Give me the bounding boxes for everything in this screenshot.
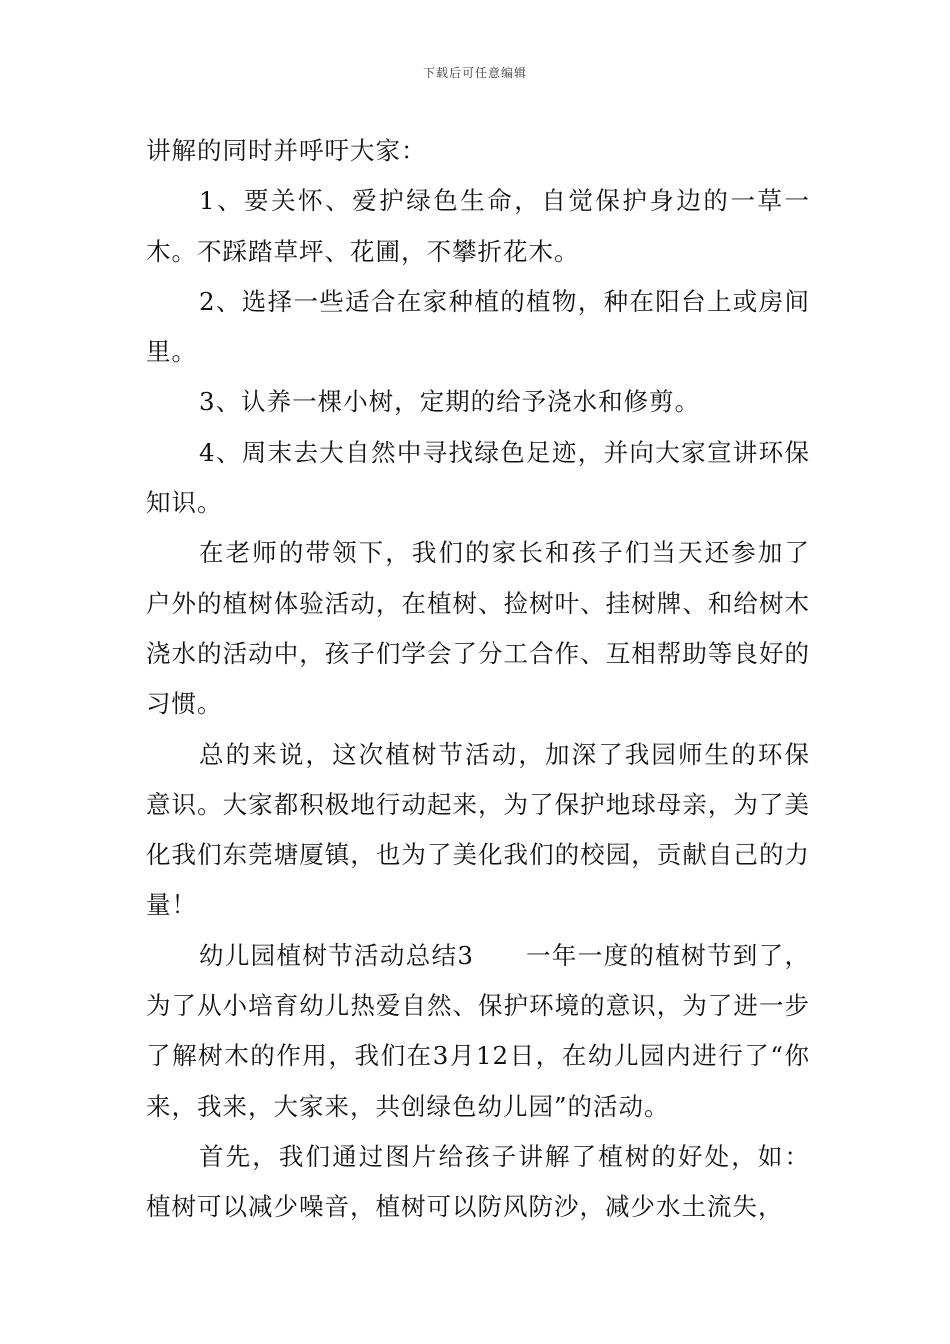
paragraph-item-1: 1、要关怀、爱护绿色生命，自觉保护身边的一草一木。不踩踏草坪、花圃，不攀折花木。 — [146, 186, 810, 266]
paragraph-item-4: 4、周末去大自然中寻找绿色足迹，并向大家宣讲环保知识。 — [146, 437, 810, 518]
paragraph-item-3: 3、认养一棵小树，定期的给予浇水和修剪。 — [199, 387, 701, 417]
paragraph-summary: 总的来说，这次植树节活动，加深了我园师生的环保意识。大家都积极地行动起来，为了保护地球母亲，为了美化我们东莞塘厦镇，也为了美化我们的校园，贡献自己的力量！ — [146, 739, 810, 920]
paragraph-intro: 讲解的同时并呼吁大家： — [146, 136, 427, 165]
paragraph-summary-3: 幼儿园植树节活动总结3 一年一度的植树节到了，为了从小培育幼儿热爱自然、保护环境的意识，为了进一步了解树木的作用，我们在3月12日，在幼儿园内进行了“你来，我来，大家来，共创绿色幼儿园”的活动。 — [146, 940, 810, 1121]
paragraph-activity: 在老师的带领下，我们的家长和孩子们当天还参加了户外的植树体验活动，在植树、捡树叶、挂树牌、和给树木浇水的活动中，孩子们学会了分工合作、互相帮助等良好的习惯。 — [146, 538, 810, 719]
page-header: 下载后可任意编辑 — [422, 66, 527, 80]
paragraph-first: 首先，我们通过图片给孩子讲解了植树的好处，如：植树可以减少噪音，植树可以防风防沙，减少水土流失， — [146, 1141, 810, 1222]
paragraph-item-2: 2、选择一些适合在家种植的植物，种在阳台上或房间里。 — [146, 286, 810, 367]
document-body — [146, 126, 810, 1233]
